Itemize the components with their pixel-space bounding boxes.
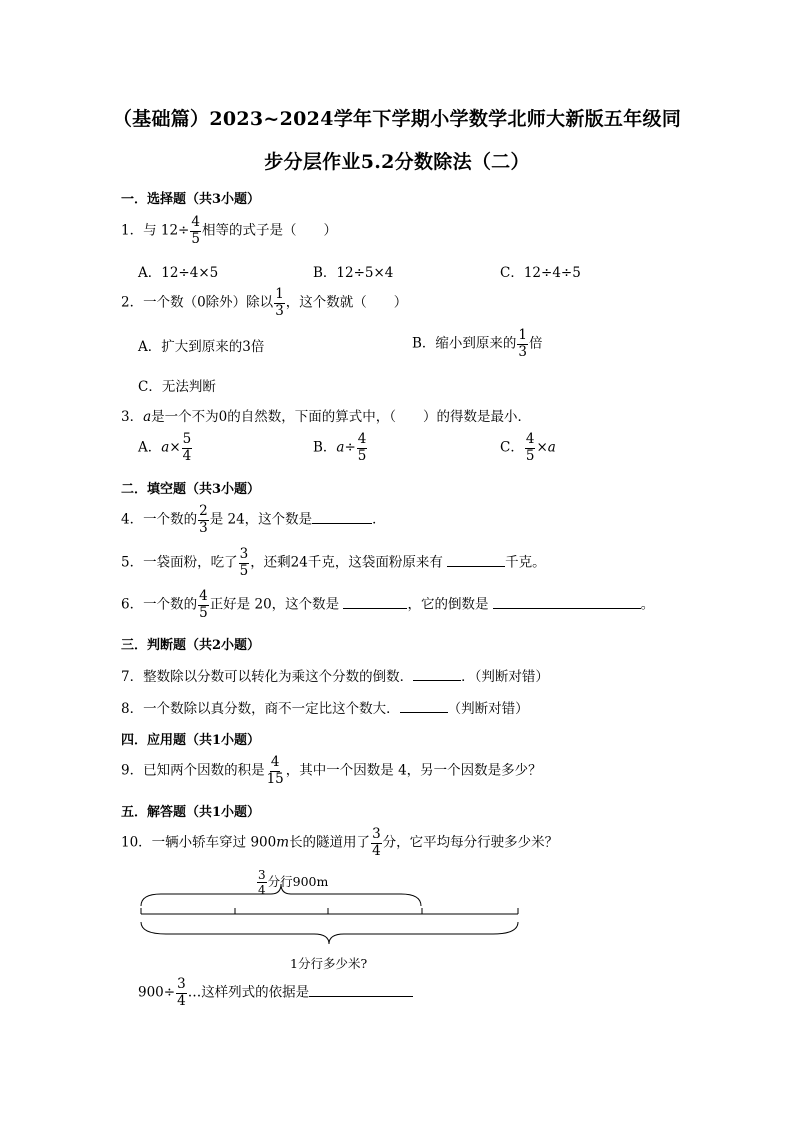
q5-text-post: ，还剩24千克，这袋面粉原来有 <box>250 554 448 571</box>
q3-b-pre: B． <box>313 439 337 456</box>
q10-formula-den: 4 <box>177 992 186 1009</box>
segment-diagram <box>136 866 526 946</box>
q6-fraction <box>198 590 209 620</box>
question-2 <box>121 288 407 318</box>
q2-option-c: C．无法判断 <box>138 379 216 395</box>
question-3 <box>121 405 531 425</box>
q1-option-b: B．12÷5×4 <box>313 265 394 281</box>
q6-text-mid: ，它的倒数是 <box>407 596 493 613</box>
q6-frac-den: 5 <box>199 604 208 621</box>
q3-b-den: 5 <box>357 447 367 464</box>
q6-text-pre: 6．一个数的 <box>121 596 198 613</box>
diagram-top-den: 4 <box>258 883 266 897</box>
q2-text-pre: 2．一个数（0除外）除以 <box>121 294 274 311</box>
q5-text-end: 千克。 <box>505 554 546 571</box>
q5-fraction <box>239 548 250 578</box>
q3-option-c <box>500 433 556 463</box>
q3-b-var: a <box>336 439 345 456</box>
q2-option-b-fraction <box>517 329 528 359</box>
q3-c-var: a <box>547 439 556 456</box>
q8-text: 8．一个数除以真分数，商不一定比这个数大． <box>121 701 400 717</box>
q8-answer-blank[interactable] <box>400 699 448 713</box>
q10-text-post: 分，它平均每分行驶多少米？ <box>382 834 559 851</box>
q3-a-op: × <box>169 439 181 456</box>
question-9 <box>121 756 542 786</box>
q2-text-post: ，这个数就（ ） <box>285 294 408 311</box>
q1-text-post: 相等的式子是（ ） <box>201 222 337 239</box>
diagram-bottom-label: 1分行多少米? <box>290 956 368 971</box>
bottom-brace <box>141 922 518 944</box>
q2-fraction <box>274 288 285 318</box>
q5-answer-blank[interactable] <box>447 553 505 567</box>
question-8 <box>121 697 529 717</box>
q10-unit: m <box>276 834 290 851</box>
q10-answer-blank[interactable] <box>309 983 413 997</box>
q2-option-b-pre: B．缩小到原来的 <box>412 335 517 352</box>
title-line-2: 步分层作业5.2分数除法（二） <box>264 151 530 173</box>
q10-text-mid: 长的隧道用了 <box>289 834 371 851</box>
q2-option-b-den: 3 <box>518 343 528 360</box>
q1-frac-den: 5 <box>191 230 200 247</box>
q1-frac-num: 4 <box>191 214 200 230</box>
q6-text-post: 正好是 20，这个数是 <box>209 596 344 613</box>
question-1 <box>121 216 337 246</box>
q10-formula-line <box>138 978 413 1008</box>
q10-frac-num: 3 <box>372 826 381 842</box>
q3-b-num: 4 <box>357 431 367 447</box>
q3-a-pre: A． <box>138 439 162 456</box>
q3-c-fraction <box>525 433 536 463</box>
q4-text-end: ． <box>372 511 386 528</box>
q7-answer-blank[interactable] <box>413 667 461 681</box>
q6-answer-blank-2[interactable] <box>493 595 641 609</box>
title-line-1: （基础篇）2023~2024学年下学期小学数学北师大新版五年级同 <box>112 108 682 130</box>
q10-formula-pre: 900÷ <box>138 984 176 1001</box>
q2-option-a: A．扩大到原来的3倍 <box>138 339 265 355</box>
q9-fraction <box>266 756 285 786</box>
q3-a-num: 5 <box>182 431 192 447</box>
q10-formula-fraction <box>176 978 187 1008</box>
q4-text-post: 是 24，这个数是 <box>209 511 313 528</box>
q1-option-c: C．12÷4÷5 <box>500 265 581 281</box>
q4-frac-den: 3 <box>199 519 208 536</box>
q6-answer-blank-1[interactable] <box>343 595 407 609</box>
q10-fraction <box>371 828 382 858</box>
q9-text-pre: 9．已知两个因数的积是 <box>121 762 265 779</box>
q4-frac-num: 2 <box>199 503 208 519</box>
q1-option-a: A．12÷4×5 <box>138 265 219 281</box>
question-6 <box>121 590 654 620</box>
question-10 <box>121 828 558 858</box>
section-heading-judge: 三．判断题（共2小题） <box>121 638 261 653</box>
question-7 <box>121 665 549 685</box>
q10-formula-post: …这样列式的依据是 <box>187 984 310 1001</box>
q4-answer-blank[interactable] <box>312 510 372 524</box>
q2-option-b <box>412 329 543 359</box>
q3-a-var: a <box>161 439 170 456</box>
q4-fraction <box>198 505 209 535</box>
diagram-top-text: 分行900m <box>267 874 329 889</box>
q6-frac-num: 4 <box>199 588 208 604</box>
q9-text-post: ，其中一个因数是 4，另一个因数是多少？ <box>285 762 542 779</box>
q9-frac-den: 15 <box>266 770 284 787</box>
q10-frac-den: 4 <box>372 842 381 859</box>
section-heading-fill: 二．填空题（共3小题） <box>121 482 261 497</box>
section-heading-application: 四．应用题（共1小题） <box>121 733 261 748</box>
question-4 <box>121 505 386 535</box>
q3-variable: a <box>143 409 152 425</box>
q6-text-end: 。 <box>640 596 655 613</box>
q3-a-fraction <box>182 433 193 463</box>
q3-c-num: 4 <box>525 431 535 447</box>
q3-c-op: × <box>536 439 548 456</box>
q3-a-den: 4 <box>182 447 192 464</box>
q3-text: 是一个不为0的自然数，下面的算式中，（ ）的得数是最小． <box>151 409 531 425</box>
q3-option-a <box>138 433 193 463</box>
q7-text: 7．整数除以分数可以转化为乘这个分数的倒数． <box>121 669 414 685</box>
q3-b-fraction <box>357 433 368 463</box>
top-brace <box>141 884 421 906</box>
q5-frac-num: 3 <box>239 546 249 562</box>
question-5 <box>121 548 546 578</box>
q7-text-end: ．（判断对错） <box>461 669 549 685</box>
q3-option-b <box>313 433 368 463</box>
q3-c-pre: C． <box>500 439 524 456</box>
section-heading-choice: 一．选择题（共3小题） <box>121 192 261 207</box>
q1-text-pre: 1．与 12÷ <box>121 222 190 239</box>
q5-text-pre: 5．一袋面粉，吃了 <box>121 554 238 571</box>
section-heading-solve: 五．解答题（共1小题） <box>121 805 261 820</box>
q3-c-den: 5 <box>525 447 535 464</box>
q2-frac-num: 1 <box>275 286 284 302</box>
q10-text-pre: 10．一辆小轿车穿过 900 <box>121 834 277 851</box>
diagram-top-num: 3 <box>258 868 266 882</box>
q2-frac-den: 3 <box>275 302 284 319</box>
q10-formula-num: 3 <box>177 976 186 992</box>
q3-number: 3． <box>121 409 144 425</box>
q8-text-end: （判断对错） <box>447 701 529 717</box>
q1-fraction <box>190 216 201 246</box>
q5-frac-den: 5 <box>239 562 249 579</box>
q3-b-op: ÷ <box>344 439 356 456</box>
q2-option-b-post: 倍 <box>529 335 543 352</box>
q2-option-b-num: 1 <box>518 327 528 343</box>
q9-frac-num: 4 <box>270 754 280 770</box>
q4-text-pre: 4．一个数的 <box>121 511 198 528</box>
